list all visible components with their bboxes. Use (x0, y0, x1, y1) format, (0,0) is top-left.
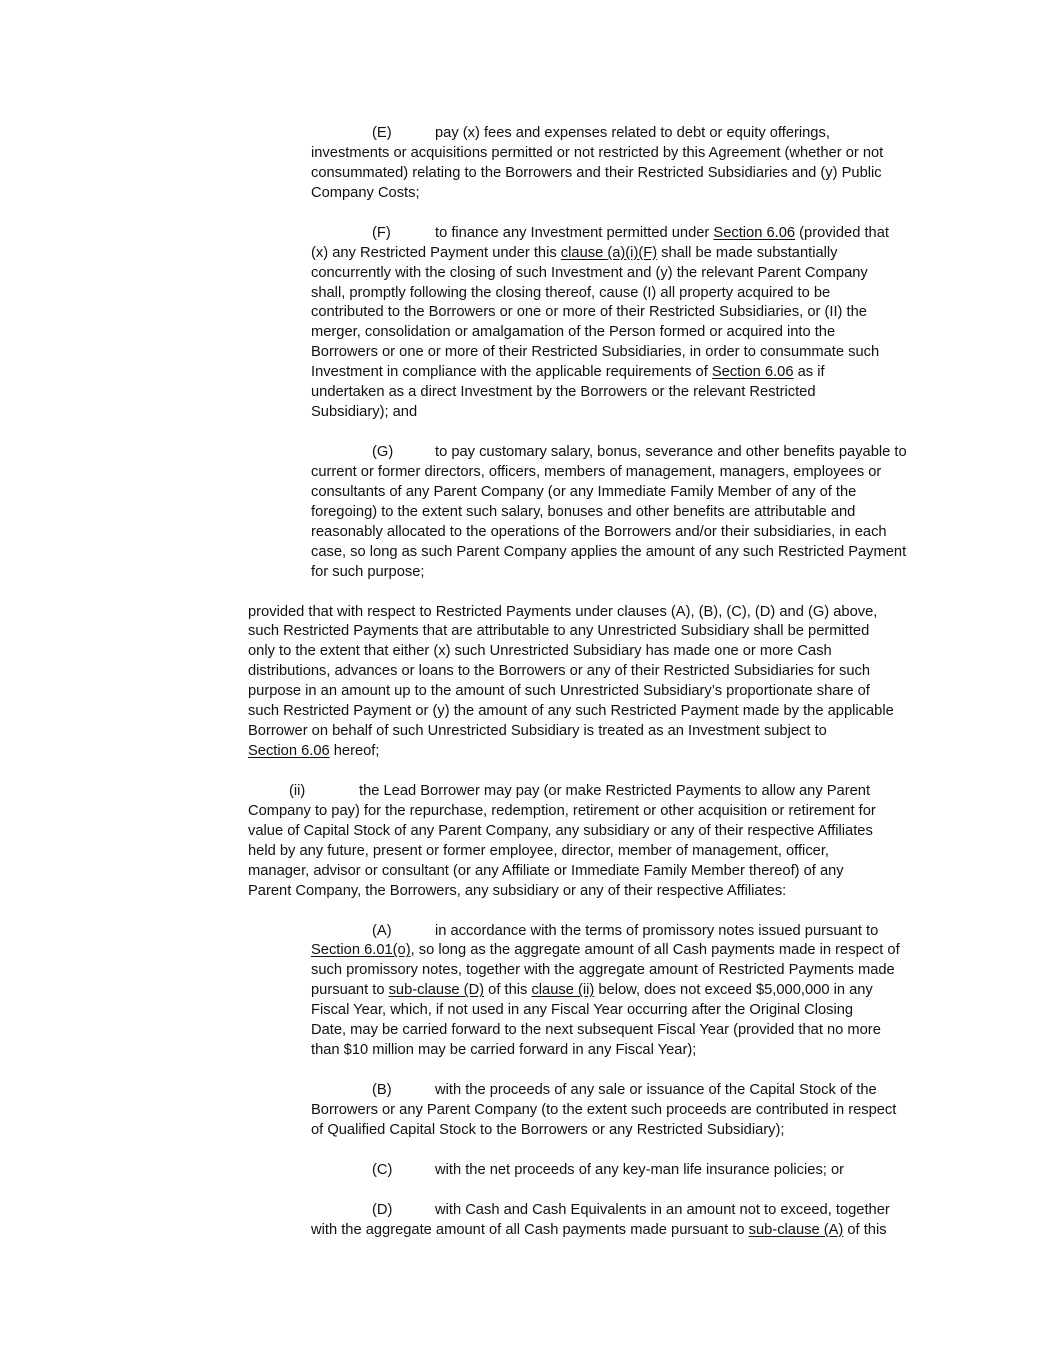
text-line (0, 782, 1055, 802)
text-line (0, 1101, 1055, 1121)
text-segment: Parent Company, the Borrowers, any subsidiary or any of their respective Affiliates: (248, 882, 787, 899)
text-segment: Company to pay) for the repurchase, redemption, retirement or other acquisition or retirement for (248, 802, 876, 819)
text-line (0, 303, 1055, 323)
text-line (0, 822, 1055, 842)
clause-label: (D) (372, 1201, 393, 1218)
text-segment: such Restricted Payment or (y) the amount of any such Restricted Payment made by the applicable (248, 703, 894, 720)
paragraph (0, 1161, 1055, 1181)
text-segment: Borrowers or any Parent Company (to the extent such proceeds are contributed in respect (311, 1101, 897, 1118)
text-segment: undertaken as a direct Investment by the Borrowers or the relevant Restricted (311, 384, 816, 401)
text-line (0, 543, 1055, 563)
cross-reference: clause (ii) (531, 982, 595, 999)
text-line (0, 363, 1055, 383)
clause-label: (G) (372, 444, 394, 460)
text-line (0, 1041, 1055, 1061)
text-segment: value of Capital Stock of any Parent Company, any subsidiary or any of their respective Affiliates (248, 822, 873, 839)
text-segment: distributions, advances or loans to the Borrowers or any of their Restricted Subsidiaries for such (248, 663, 871, 680)
text-line (0, 662, 1055, 682)
text-segment: consultants of any Parent Company (or any Immediate Family Member of any of the (311, 483, 857, 500)
cross-reference: sub-clause (A) (748, 1221, 844, 1238)
text-line (0, 284, 1055, 304)
text-segment: below, does not exceed $5,000,000 in any (594, 982, 873, 999)
text-line (0, 224, 1055, 244)
text-segment: with the proceeds of any sale or issuance of the Capital Stock of the (435, 1082, 877, 1098)
text-line (0, 702, 1055, 722)
text-segment: with the net proceeds of any key-man life insurance policies; or (435, 1161, 845, 1178)
text-line (0, 323, 1055, 343)
document-page (0, 124, 1055, 1260)
clause-label: (A) (372, 922, 392, 939)
text-line (0, 264, 1055, 284)
text-segment: such promissory notes, together with the aggregate amount of Restricted Payments made (311, 962, 895, 979)
text-segment: than $10 million may be carried forward in any Fiscal Year); (311, 1042, 697, 1059)
cross-reference: Section 6.01(o) (311, 942, 411, 959)
text-segment: for such purpose; (311, 563, 425, 580)
text-line (0, 922, 1055, 942)
text-segment: (provided that (795, 224, 889, 241)
text-line (0, 941, 1055, 961)
cross-reference: Section 6.06 (713, 224, 796, 241)
text-line (0, 642, 1055, 662)
text-line (0, 682, 1055, 702)
text-segment: purpose in an amount up to the amount of such Unrestricted Subsidiary’s proportionate share of (248, 683, 870, 700)
clause-label: (C) (372, 1161, 393, 1178)
text-line (0, 802, 1055, 822)
text-line (0, 1021, 1055, 1041)
text-line (0, 1161, 1055, 1181)
paragraph (0, 443, 1055, 583)
text-segment: such Restricted Payments that are attributable to any Unrestricted Subsidiary shall be permitted (248, 623, 870, 640)
text-line (0, 1001, 1055, 1021)
text-line (0, 483, 1055, 503)
text-line (0, 961, 1055, 981)
text-segment: concurrently with the closing of such Investment and (y) the relevant Parent Company (311, 264, 868, 281)
cross-reference: Section 6.06 (248, 743, 330, 760)
text-line (0, 563, 1055, 583)
text-line (0, 981, 1055, 1001)
paragraph (0, 1201, 1055, 1241)
text-segment: provided that with respect to Restricted Payments under clauses (A), (B), (C), (D) and (G) above, (248, 603, 878, 620)
text-segment: as if (793, 364, 825, 381)
text-segment: pay (x) fees and expenses related to debt or equity offerings, (435, 125, 830, 141)
text-line (0, 1201, 1055, 1221)
text-segment: Investment in compliance with the applicable requirements of (311, 364, 712, 381)
text-segment: Date, may be carried forward to the next subsequent Fiscal Year (provided that no more (311, 1022, 881, 1039)
text-segment: (x) any Restricted Payment under this (311, 244, 561, 261)
paragraph (0, 922, 1055, 1062)
text-line (0, 164, 1055, 184)
text-segment: pursuant to (311, 982, 389, 999)
text-line (0, 1081, 1055, 1101)
text-line (0, 722, 1055, 742)
text-segment: shall be made substantially (657, 244, 838, 261)
paragraph (0, 1081, 1055, 1141)
text-segment: Fiscal Year, which, if not used in any Fiscal Year occurring after the Original Closing (311, 1002, 854, 1019)
text-line (0, 1121, 1055, 1141)
text-segment: of Qualified Capital Stock to the Borrowers or any Restricted Subsidiary); (311, 1121, 785, 1138)
text-segment: with the aggregate amount of all Cash payments made pursuant to (311, 1221, 749, 1238)
text-segment: foregoing) to the extent such salary, bonuses and other benefits are attributable and (311, 503, 856, 520)
text-line (0, 443, 1055, 463)
text-line (0, 742, 1055, 762)
cross-reference: Section 6.06 (711, 364, 794, 381)
text-segment: to finance any Investment permitted under (435, 224, 714, 241)
text-segment: investments or acquisitions permitted or not restricted by this Agreement (whether or not (311, 144, 884, 161)
text-line (0, 523, 1055, 543)
paragraph (0, 782, 1055, 902)
cross-reference: clause (a)(i)(F) (560, 244, 658, 261)
text-segment: of this (484, 982, 532, 999)
text-line (0, 842, 1055, 862)
text-line (0, 383, 1055, 403)
text-segment: current or former directors, officers, members of management, managers, employees or (311, 463, 882, 480)
text-segment: manager, advisor or consultant (or any Affiliate or Immediate Family Member thereof) of any (248, 862, 844, 879)
text-segment: Subsidiary); and (311, 404, 418, 421)
text-line (0, 124, 1055, 144)
clause-label: (E) (372, 125, 392, 141)
text-segment: to pay customary salary, bonus, severance and other benefits payable to (435, 444, 907, 460)
text-segment: the Lead Borrower may pay (or make Restricted Payments to allow any Parent (359, 782, 871, 799)
text-line (0, 603, 1055, 623)
text-segment: contributed to the Borrowers or one or more of their Restricted Subsidiaries, or (II) the (311, 304, 867, 321)
clause-label: (B) (372, 1082, 392, 1098)
text-line (0, 184, 1055, 204)
text-segment: only to the extent that either (x) such Unrestricted Subsidiary has made one or more Cash (248, 643, 832, 660)
text-segment: shall, promptly following the closing thereof, cause (I) all property acquired to be (311, 284, 831, 301)
text-segment: , so long as the aggregate amount of all Cash payments made in respect of (410, 942, 900, 959)
text-line (0, 403, 1055, 423)
text-segment: merger, consolidation or amalgamation of the Person formed or acquired into the (311, 324, 836, 341)
text-segment: in accordance with the terms of promissory notes issued pursuant to (435, 922, 879, 939)
text-segment: Borrowers or one or more of their Restricted Subsidiaries, in order to consummate such (311, 344, 880, 361)
paragraph (0, 124, 1055, 204)
text-segment: reasonably allocated to the operations of the Borrowers and/or their subsidiaries, in each (311, 523, 887, 540)
text-segment: with Cash and Cash Equivalents in an amount not to exceed, together (435, 1201, 890, 1218)
clause-label: (ii) (289, 782, 306, 799)
text-segment: Company Costs; (311, 184, 420, 201)
text-line (0, 862, 1055, 882)
text-line (0, 463, 1055, 483)
text-line (0, 244, 1055, 264)
paragraph (0, 603, 1055, 763)
text-line (0, 622, 1055, 642)
text-line (0, 882, 1055, 902)
clause-label: (F) (372, 224, 391, 241)
text-line (0, 1221, 1055, 1241)
text-segment: case, so long as such Parent Company applies the amount of any such Restricted Payment (311, 543, 907, 560)
paragraph (0, 224, 1055, 423)
text-segment: held by any future, present or former employee, director, member of management, officer, (248, 842, 829, 859)
text-line (0, 343, 1055, 363)
text-line (0, 144, 1055, 164)
text-segment: consummated) relating to the Borrowers and their Restricted Subsidiaries and (y) Public (311, 164, 882, 181)
text-segment: of this (843, 1221, 887, 1238)
cross-reference: sub-clause (D) (388, 982, 485, 999)
text-segment: hereof; (329, 743, 380, 760)
text-segment: Borrower on behalf of such Unrestricted Subsidiary is treated as an Investment subject to (248, 723, 827, 740)
text-line (0, 503, 1055, 523)
